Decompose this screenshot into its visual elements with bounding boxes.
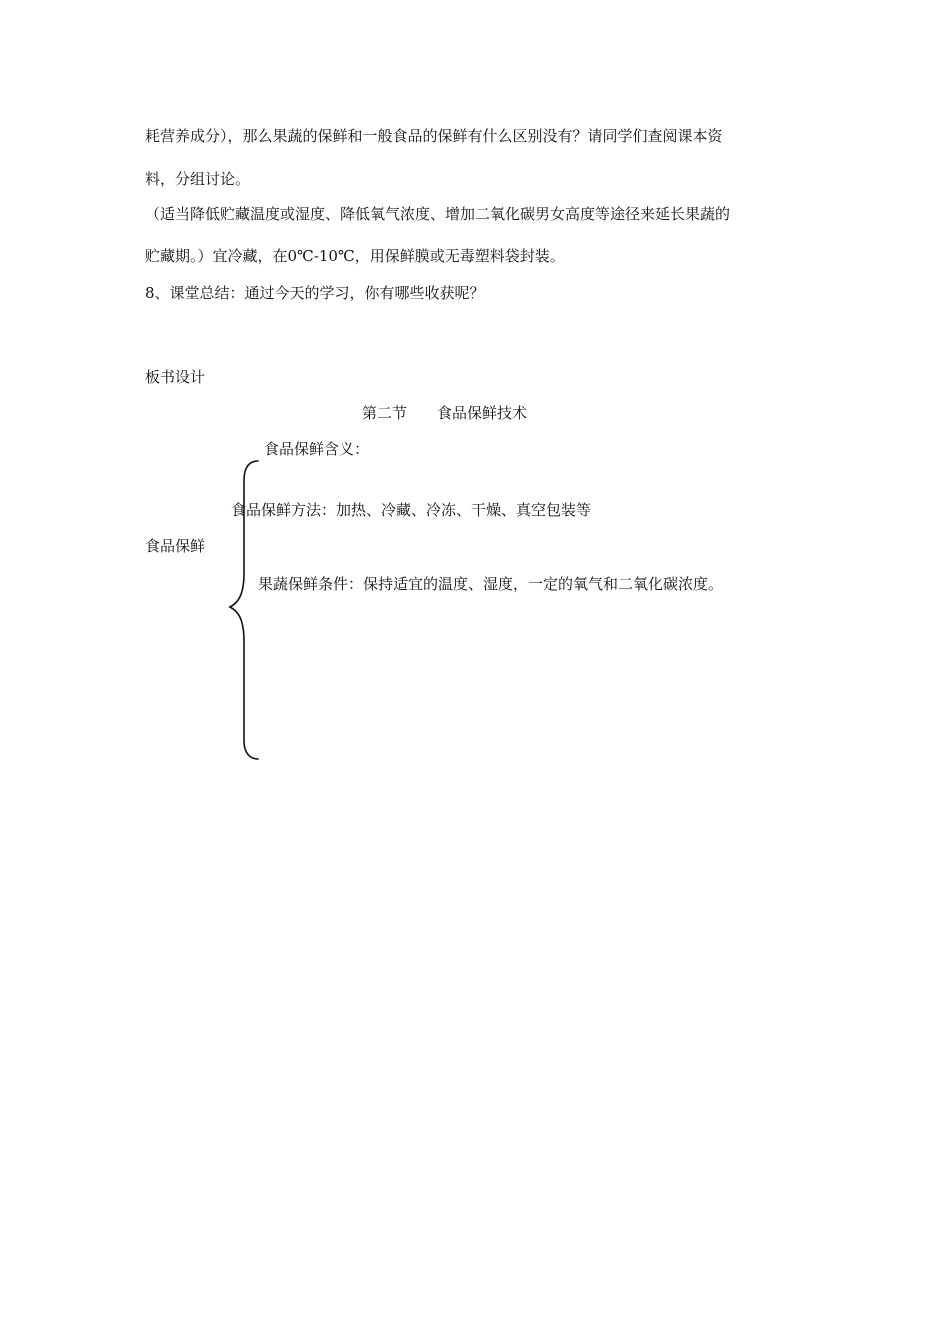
board-design-heading: 板书设计: [145, 368, 206, 386]
board-title: 第二节 食品保鲜技术: [362, 404, 528, 422]
branch-methods: 食品保鲜方法：加热、冷藏、冷冻、干燥、真空包装等: [231, 501, 592, 519]
paragraph-2-line-1: （适当降低贮藏温度或湿度、降低氧气浓度、增加二氧化碳男女高度等途径来延长果蔬的: [145, 205, 731, 223]
paragraph-2-line-2: 贮藏期。）宜冷藏，在0℃-10℃，用保鲜膜或无毒塑料袋封装。: [145, 247, 565, 265]
branch-conditions: 果蔬保鲜条件：保持适宜的温度、湿度，一定的氧气和二氧化碳浓度。: [258, 575, 724, 593]
paragraph-1-line-1: 耗营养成分），那么果蔬的保鲜和一般食品的保鲜有什么区别没有？请同学们查阅课本资: [145, 127, 723, 145]
paragraph-3-summary: 8、课堂总结：通过今天的学习，你有哪些收获呢？: [145, 284, 485, 302]
paragraph-1-line-2: 料，分组讨论。: [145, 170, 251, 188]
board-root-label: 食品保鲜: [145, 537, 206, 555]
branch-meaning: 食品保鲜含义：: [264, 440, 370, 458]
curly-brace: [222, 455, 266, 765]
